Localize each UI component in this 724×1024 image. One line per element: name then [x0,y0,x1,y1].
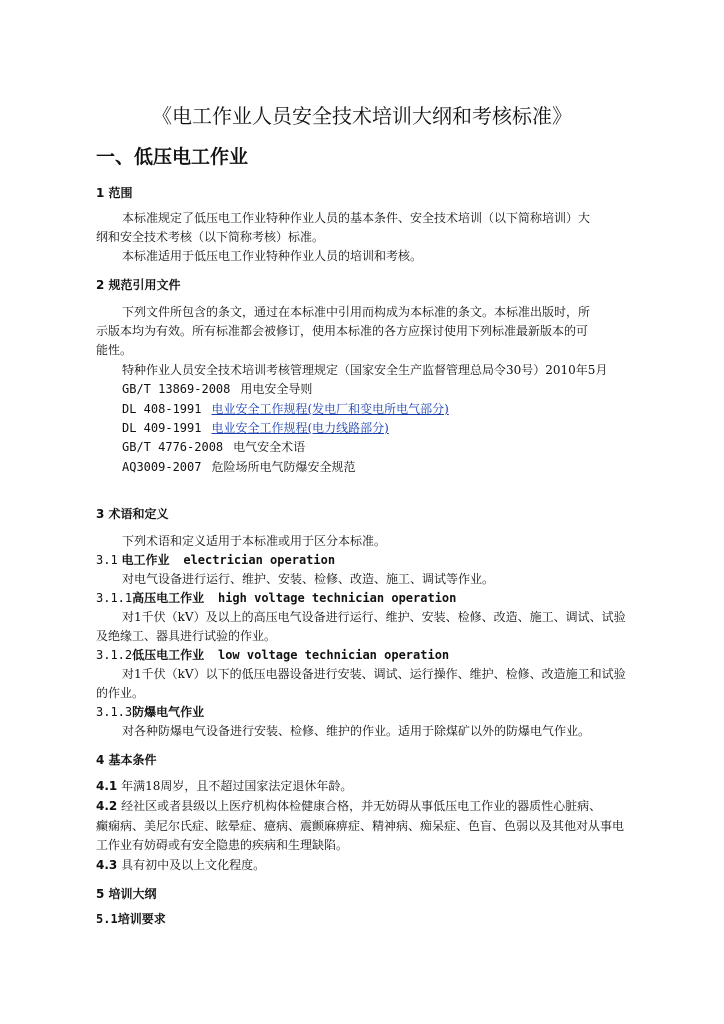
term-name: 低压电工作业 [132,648,205,662]
subsection-title: 培训要求 [117,912,166,926]
heading-scope: 1 范围 [96,186,133,200]
subsection-number: 5.1 [96,912,118,926]
reference-code: GB/T 4776-2008 [122,440,224,454]
condition-text: 年满18周岁，且不超过国家法定退休年龄。 [121,779,353,793]
term-3-1-2-definition-line-2: 的作业。 [96,686,145,700]
condition-4-2-line-2: 癫痫病、美尼尔氏症、眩晕症、癔病、震颤麻痹症、精神病、痴呆症、色盲、色弱以及其他对从事电 [96,819,625,833]
term-name: 电工作业 [121,553,170,567]
condition-text: 具有初中及以上文化程度。 [121,858,266,872]
heading-training-outline: 5 培训大纲 [96,887,157,901]
term-3-1-2-definition-line-1: 对1千伏（kV）以下的低压电器设备进行安装、调试、运行操作、维护、检修、改造施工和试验 [122,667,626,681]
reference-code: AQ3009-2007 [122,460,202,474]
term-3-1-definition: 对电气设备进行运行、维护、安装、检修、改造、施工、调试等作业。 [122,572,495,586]
condition-number: 4.1 [96,779,118,793]
term-3-1-1 [96,589,456,607]
term-english: electrician operation [183,553,336,567]
term-3-1-3-definition: 对各种防爆电气设备进行安装、检修、维护的作业。适用于除煤矿以外的防爆电气作业。 [122,724,591,738]
reference-item [122,400,449,418]
term-number: 3.1.2 [96,648,133,662]
reference-code: DL 409-1991 [122,421,202,435]
condition-4-2-line-3: 工作业有妨碍或有安全隐患的疾病和生理缺陷。 [96,838,349,852]
scope-paragraph-2: 本标准适用于低压电工作业特种作业人员的培训和考核。 [122,249,423,263]
term-english: low voltage technician operation [217,648,450,662]
reference-regulation: 特种作业人员安全技术培训考核管理规定（国家安全生产监督管理总局令30号）2010年5月 [122,363,608,377]
terms-intro: 下列术语和定义适用于本标准或用于区分本标准。 [122,534,387,548]
condition-4-3 [96,856,265,874]
reference-item [122,419,389,437]
scope-paragraph-line-1: 本标准规定了低压电工作业特种作业人员的基本条件、安全技术培训（以下简称培训）大 [122,211,591,225]
condition-4-2-line-1 [96,797,601,815]
reference-item [122,438,305,456]
condition-number: 4.3 [96,858,118,872]
reference-code: GB/T 13869-2008 [122,382,231,396]
document-title: 《电工作业人员安全技术培训大纲和考核标准》 [152,104,572,128]
references-intro-line-3: 能性。 [96,343,133,357]
term-name: 高压电工作业 [132,591,205,605]
term-name: 防爆电气作业 [132,705,205,719]
heading-terms-definitions: 3 术语和定义 [96,507,169,521]
subheading-training-requirements [96,910,166,928]
term-english: high voltage technician operation [217,591,457,605]
reference-link-dl409[interactable]: 电业安全工作规程(电力线路部分) [211,421,389,435]
scope-paragraph-line-2: 纲和安全技术考核（以下简称考核）标准。 [96,230,325,244]
heading-normative-references: 2 规范引用文件 [96,278,181,292]
references-intro-line-1: 下列文件所包含的条文，通过在本标准中引用而构成为本标准的条文。本标准出版时，所 [122,305,591,319]
heading-basic-conditions: 4 基本条件 [96,753,157,767]
term-3-1-1-definition-line-2: 及绝缘工、器具进行试验的作业。 [96,629,277,643]
references-intro-line-2: 示版本均为有效。所有标准都会被修订，使用本标准的各方应探讨使用下列标准最新版本的可 [96,324,589,338]
term-number: 3.1 [96,553,118,567]
reference-code: DL 408-1991 [122,402,202,416]
reference-title: 危险场所电气防爆安全规范 [211,460,356,474]
term-number: 3.1.1 [96,591,133,605]
term-3-1-2 [96,646,449,664]
condition-number: 4.2 [96,799,118,813]
reference-title: 电气安全术语 [233,440,306,454]
term-3-1-1-definition-line-1: 对1千伏（kV）及以上的高压电气设备进行运行、维护、安装、检修、改造、施工、调试、试验 [122,610,626,624]
reference-item [122,380,312,398]
reference-link-dl408[interactable]: 电业安全工作规程(发电厂和变电所电气部分) [211,402,449,416]
reference-item [122,458,356,476]
condition-text: 经社区或者县级以上医疗机构体检健康合格，并无妨碍从事低压电工作业的器质性心脏病、 [121,799,602,813]
reference-item [122,361,607,379]
term-3-1 [96,551,335,569]
reference-title: 用电安全导则 [240,382,313,396]
term-number: 3.1.3 [96,705,133,719]
condition-4-1 [96,777,352,795]
section-heading-low-voltage: 一、低压电工作业 [96,146,249,168]
term-3-1-3 [96,703,204,721]
